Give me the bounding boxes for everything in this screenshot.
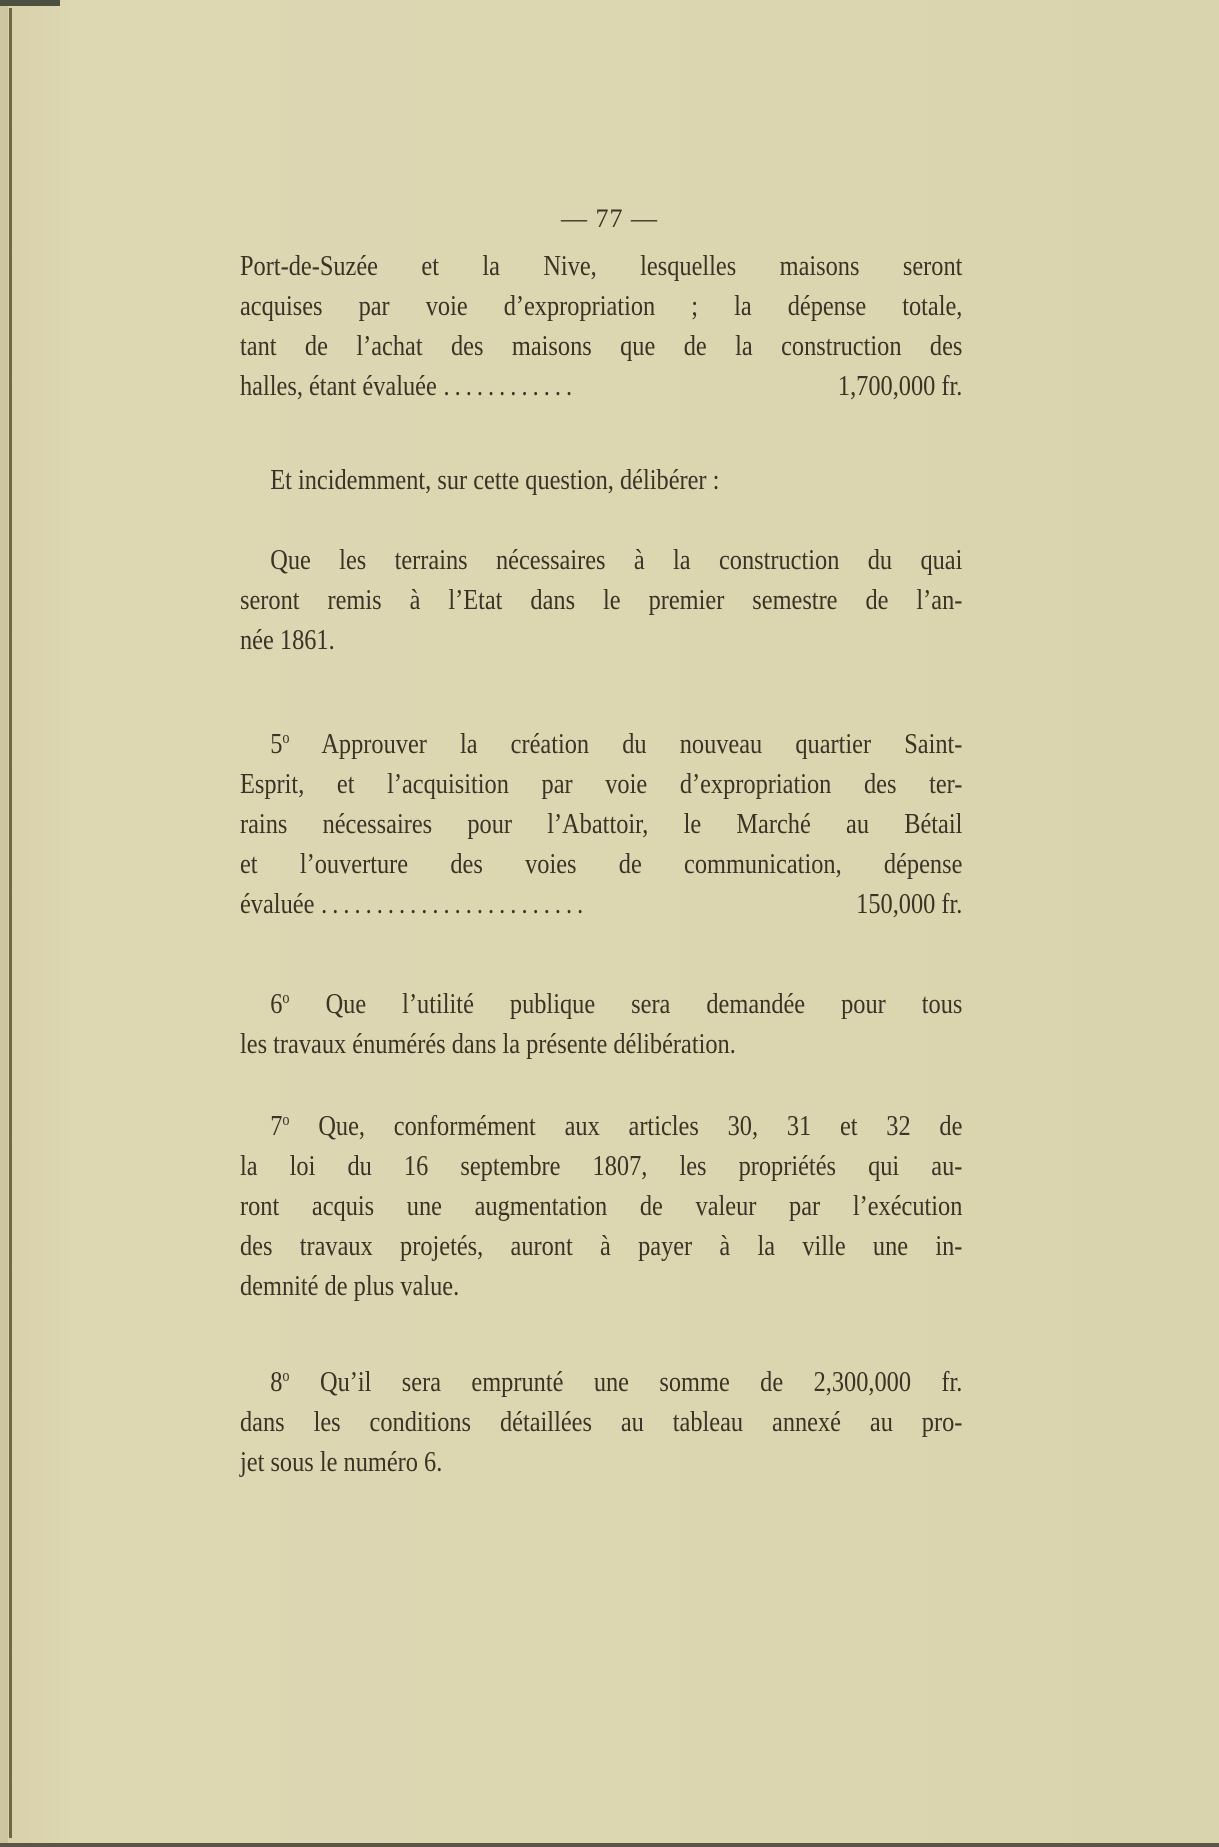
bottom-edge-shadow	[0, 1843, 1219, 1847]
ordinal-mark: o	[282, 988, 290, 1007]
text-line: ront acquis une augmentation de valeur par l’exécution	[240, 1190, 963, 1222]
amount-value: 150,000 fr.	[856, 888, 963, 920]
page-number: — 77 —	[561, 204, 658, 233]
ordinal-number: 7	[270, 1110, 283, 1142]
text-line: tant de l’achat des maisons que de la construction des	[240, 330, 963, 362]
paragraph-item-7	[240, 1100, 962, 1306]
text-line-content: Qu’il sera emprunté une somme de 2,300,000 fr.	[319, 1366, 963, 1398]
amount-line	[240, 884, 962, 924]
ordinal-mark: o	[282, 728, 290, 747]
binding-line	[9, 8, 12, 1838]
paragraph-incidemment	[240, 460, 962, 500]
text-line: rains nécessaires pour l’Abattoir, le Marché au Bétail	[240, 808, 963, 840]
amount-value: 1,700,000 fr.	[837, 370, 963, 402]
text-line: née 1861.	[240, 624, 335, 656]
text-line: Port-de-Suzée et la Nive, lesquelles maisons seront	[240, 250, 963, 282]
text-line	[240, 718, 962, 764]
text-line: dans les conditions détaillées au tableau annexé au pro-	[240, 1406, 963, 1438]
amount-line	[240, 366, 962, 406]
binding-edge	[0, 0, 8, 1847]
text-line-content: Approuver la création du nouveau quartier Saint-	[321, 728, 963, 760]
text-line: Que les terrains nécessaires à la construction du quai	[270, 544, 963, 576]
page-corner-shadow	[0, 0, 60, 6]
paragraph-item-6	[240, 978, 962, 1064]
paragraph-continuation	[240, 246, 962, 406]
text-line: des travaux projetés, auront à payer à la ville une in-	[240, 1230, 963, 1262]
text-line: Esprit, et l’acquisition par voie d’expropriation des ter-	[240, 768, 963, 800]
ordinal-number: 6	[270, 988, 283, 1020]
text-line	[240, 1356, 962, 1402]
paragraph-item-8	[240, 1356, 962, 1482]
text-line: la loi du 16 septembre 1807, les propriétés qui au-	[240, 1150, 963, 1182]
text-line: et l’ouverture des voies de communication, dépense	[240, 848, 963, 880]
paragraph-terrains	[240, 540, 962, 660]
text-line: les travaux énumérés dans la présente délibération.	[240, 1028, 736, 1060]
text-line: Et incidemment, sur cette question, délibérer :	[270, 464, 720, 496]
ordinal-number: 5	[270, 728, 283, 760]
text-line-content: Que l’utilité publique sera demandée pour tous	[325, 988, 963, 1020]
paragraph-item-5	[240, 718, 962, 924]
text-line: acquises par voie d’expropriation ; la dépense totale,	[240, 290, 963, 322]
text-line	[240, 978, 962, 1024]
ordinal-mark: o	[282, 1110, 290, 1129]
ordinal-number: 8	[270, 1366, 283, 1398]
ordinal-mark: o	[282, 1366, 290, 1385]
text-line: demnité de plus value.	[240, 1270, 460, 1302]
text-line	[240, 1100, 962, 1146]
amount-line-text: halles, étant évaluée	[240, 370, 437, 402]
dot-leader: ........................	[321, 888, 589, 920]
amount-line-text: évaluée	[240, 888, 315, 920]
text-line: jet sous le numéro 6.	[240, 1446, 443, 1478]
text-line-content: Que, conformément aux articles 30, 31 et 32 de	[318, 1110, 963, 1142]
text-line: seront remis à l’Etat dans le premier semestre de l’an-	[240, 584, 963, 616]
dot-leader: ............	[443, 370, 578, 402]
